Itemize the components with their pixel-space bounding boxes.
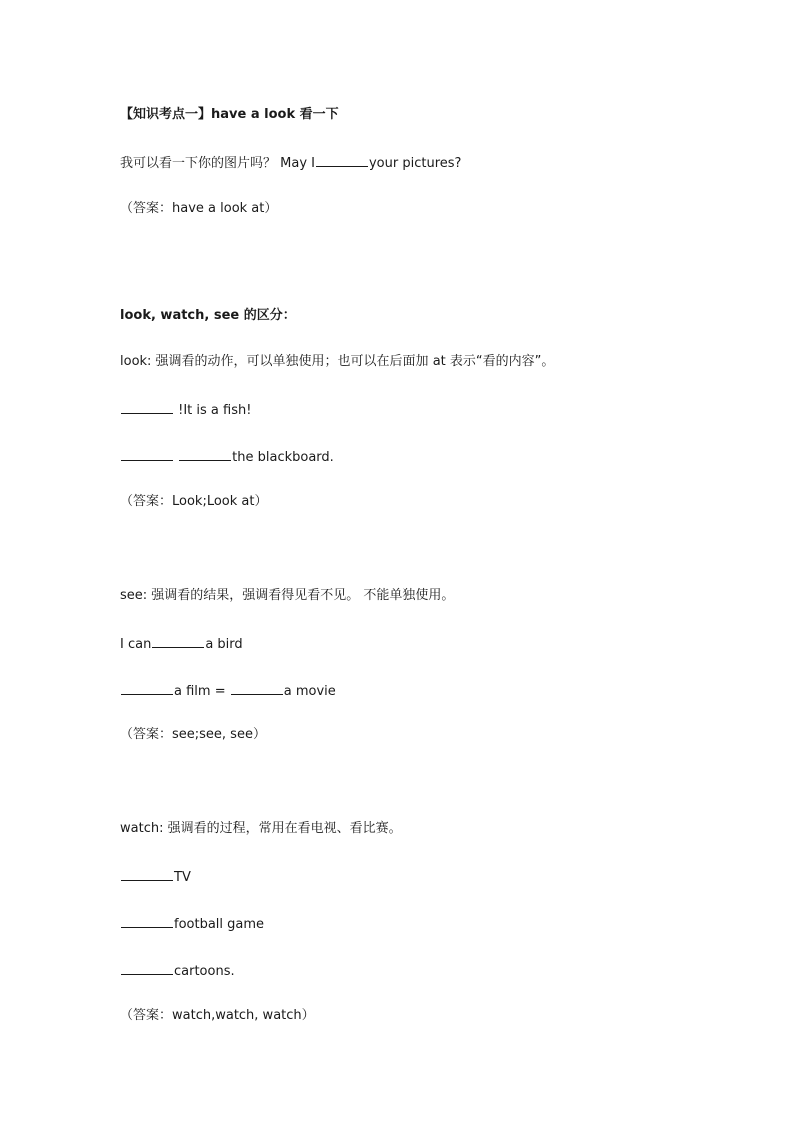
see-example-1 (120, 635, 243, 653)
fill-blank (121, 401, 173, 414)
example-text: cartoons. (174, 964, 235, 979)
fill-blank (121, 868, 173, 881)
example-text: a movie (283, 684, 336, 699)
example-text: a bird (205, 637, 243, 652)
look-example-2 (120, 448, 334, 466)
watch-example-1 (120, 868, 191, 886)
fill-blank (121, 962, 173, 975)
section3-answer: （答案：see;see, see） (120, 727, 266, 742)
example-text: a film = (174, 684, 230, 699)
example-text: I can (120, 637, 152, 652)
see-example-2 (120, 682, 336, 700)
example-text: TV (174, 870, 191, 885)
example-text: football game (174, 917, 265, 932)
section4-answer: （答案：watch,watch, watch） (120, 1008, 315, 1023)
question-suffix: your pictures? (368, 156, 462, 171)
section2-title: look, watch, see 的区分： (120, 308, 296, 323)
see-definition: see: 强调看的结果，强调看得见看不见。 不能单独使用。 (120, 588, 455, 603)
section2-answer: （答案：Look;Look at） (120, 494, 268, 509)
fill-blank (179, 448, 231, 461)
section1-question (120, 154, 461, 172)
look-definition: look: 强调看的动作，可以单独使用；也可以在后面加 at 表示“看的内容”。 (120, 354, 555, 369)
watch-example-2 (120, 915, 264, 933)
fill-blank (121, 915, 173, 928)
watch-definition: watch: 强调看的过程，常用在看电视、看比赛。 (120, 821, 402, 836)
watch-example-3 (120, 962, 235, 980)
section1-title: 【知识考点一】have a look 看一下 (120, 107, 339, 122)
fill-blank (316, 154, 368, 167)
example-text: !It is a fish! (174, 403, 252, 418)
fill-blank (121, 448, 173, 461)
question-prefix: 我可以看一下你的图片吗？ May I (120, 156, 315, 171)
section1-answer: （答案：have a look at） (120, 201, 278, 216)
fill-blank (121, 682, 173, 695)
fill-blank (152, 635, 204, 648)
example-text: the blackboard. (232, 450, 334, 465)
fill-blank (231, 682, 283, 695)
look-example-1 (120, 401, 251, 419)
